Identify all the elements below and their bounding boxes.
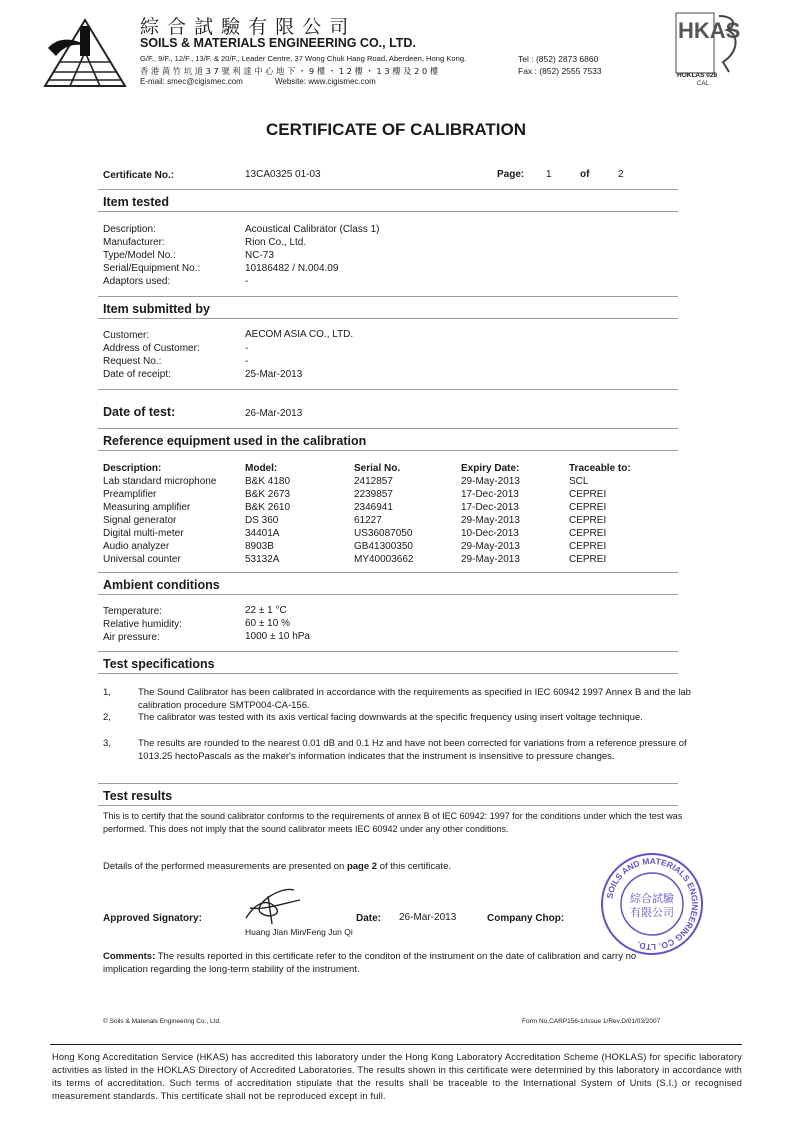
table-cell: Lab standard microphone (103, 476, 217, 487)
section-ambient-conditions: Ambient conditions (103, 578, 220, 592)
date-of-test-label: Date of test: (103, 405, 176, 419)
company-logo (40, 12, 130, 90)
divider (98, 318, 678, 319)
footer-rule (50, 1044, 742, 1045)
divider (98, 211, 678, 212)
date-of-test-value: 26-Mar-2013 (245, 408, 303, 419)
field-value: 60 ± 10 % (245, 618, 290, 629)
table-cell: 2412857 (354, 476, 393, 487)
list-item: The results are rounded to the nearest 0.01 dB and 0.1 Hz and have not been corrected for variations from a reference pressure of 1013.25 hectoPascals as the maker's information indicates that the instrument is insensitive to pressure changes. (138, 738, 687, 762)
table-cell: CEPREI (569, 502, 607, 513)
table-cell: 2239857 (354, 489, 393, 500)
certificate-title: CERTIFICATE OF CALIBRATION (265, 120, 526, 139)
table-cell: 10-Dec-2013 (461, 528, 519, 539)
table-cell: Measuring amplifier (103, 502, 191, 513)
table-cell: Signal generator (103, 515, 177, 526)
divider (98, 572, 678, 573)
table-cell: B&K 4180 (245, 476, 291, 487)
hkas-logo-text: HKAS (678, 18, 741, 43)
field-label: Serial/Equipment No.: (103, 263, 201, 274)
field-label: Request No.: (103, 356, 162, 367)
list-number: 1, (103, 687, 111, 698)
field-value: Acoustical Calibrator (Class 1) (245, 224, 380, 235)
section-test-results: Test results (103, 789, 173, 803)
details-note (103, 861, 451, 872)
company-chop-label: Company Chop: (487, 913, 565, 924)
company-address-chinese: 香 港 黃 竹 坑 道 3 7 號 利 達 中 心 地 下 ・ 9 樓 ・ 1 2 樓 ・ 1 3 樓 及 2 0 樓 (140, 66, 439, 76)
list-number: 2, (103, 712, 111, 723)
table-cell: CEPREI (569, 554, 607, 565)
divider (98, 651, 678, 652)
table-cell: MY40003662 (354, 554, 414, 565)
table-cell: B&K 2673 (245, 489, 291, 500)
column-header: Model: (245, 463, 278, 474)
field-label: Adaptors used: (103, 276, 171, 287)
field-value: 1000 ± 10 hPa (245, 631, 310, 642)
section-item-submitted: Item submitted by (103, 302, 210, 316)
field-label: Manufacturer: (103, 237, 165, 248)
field-value: Rion Co., Ltd. (245, 237, 307, 248)
divider (98, 189, 678, 190)
field-label: Type/Model No.: (103, 250, 176, 261)
table-cell: GB41300350 (354, 541, 413, 552)
table-cell: 17-Dec-2013 (461, 502, 519, 513)
divider (98, 805, 678, 806)
approved-signatory-label: Approved Signatory: (103, 913, 202, 924)
column-header: Description: (103, 463, 162, 474)
page-total: 2 (618, 169, 624, 180)
section-reference-equipment: Reference equipment used in the calibration (103, 434, 367, 448)
comments-text: The results reported in this certificate refer to the conditon of the instrument on the date of calibration and carry no implication regarding the long-term stability of the instrument. (103, 951, 637, 975)
stamp-chinese-line2: 有限公司 (630, 906, 674, 919)
table-cell: 8903B (245, 541, 274, 552)
comments (103, 950, 663, 976)
table-cell: 17-Dec-2013 (461, 489, 519, 500)
field-value: - (245, 356, 249, 367)
company-address: G/F., 9/F., 12/F., 13/F. & 20/F., Leader Centre, 37 Wong Chuk Hang Road, Aberdeen, Hong Kong. (140, 54, 467, 63)
table-cell: DS 360 (245, 515, 279, 526)
test-results-text: This is to certify that the sound calibrator conforms to the requirements of annex B of IEC 60942: 1997 for the conditions under which the test was performed. This does not imply that the sound calibrator meets IEC 60942 under any other conditions. (103, 811, 683, 834)
divider (98, 450, 678, 451)
details-prefix: Details of the performed measurements are presented on (103, 861, 347, 872)
table-cell: 29-May-2013 (461, 554, 520, 565)
divider (98, 296, 678, 297)
field-value: NC-73 (245, 250, 274, 261)
field-label: Customer: (103, 330, 150, 341)
table-cell: 29-May-2013 (461, 476, 520, 487)
table-cell: CEPREI (569, 541, 607, 552)
table-cell: 2346941 (354, 502, 393, 513)
column-header: Serial No. (354, 463, 401, 474)
column-header: Expiry Date: (461, 463, 520, 474)
table-cell: Digital multi-meter (103, 528, 184, 539)
field-value: 25-Mar-2013 (245, 369, 303, 380)
stamp-chinese-line1: 綜合試驗 (630, 892, 674, 905)
table-cell: Audio analyzer (103, 541, 170, 552)
section-test-specifications: Test specifications (103, 657, 215, 671)
signature-date: 26-Mar-2013 (399, 912, 457, 923)
company-website: Website: www.cigismec.com (275, 77, 376, 86)
table-cell: 61227 (354, 515, 382, 526)
table-cell: 29-May-2013 (461, 541, 520, 552)
divider (98, 428, 678, 429)
column-header: Traceable to: (569, 463, 631, 474)
list-item: The calibrator was tested with its axis vertical facing downwards at the specific frequency using insert voltage technique. (138, 712, 643, 723)
table-cell: CEPREI (569, 489, 607, 500)
table-cell: Preamplifier (103, 489, 157, 500)
table-cell: SCL (569, 476, 589, 487)
table-cell: US36087050 (354, 528, 413, 539)
field-value: - (245, 276, 249, 287)
field-label: Address of Customer: (103, 343, 200, 354)
divider (98, 783, 678, 784)
company-chop-stamp (600, 852, 704, 956)
field-label: Description: (103, 224, 156, 235)
company-tel: Tel : (852) 2873 6860 (518, 54, 599, 64)
stamp-ring-text: SOILS AND MATERIALS ENGINEERING CO. LTD. (604, 855, 701, 953)
details-page-ref: page 2 (346, 861, 378, 872)
divider (98, 673, 678, 674)
field-label: Air pressure: (103, 632, 160, 643)
table-cell: 34401A (245, 528, 280, 539)
field-label: Date of receipt: (103, 369, 171, 380)
field-value: - (245, 343, 249, 354)
page-label: Page: (497, 169, 525, 180)
hkas-logo (675, 12, 745, 90)
field-label: Relative humidity: (103, 619, 182, 630)
table-cell: B&K 2610 (245, 502, 291, 513)
table-cell: 53132A (245, 554, 280, 565)
company-email: E-mail: smec@cigismec.com (140, 77, 243, 86)
company-name-chinese: 綜 合 試 驗 有 限 公 司 (140, 16, 350, 38)
table-cell: 29-May-2013 (461, 515, 520, 526)
divider (98, 389, 678, 390)
details-suffix: of this certificate. (377, 861, 451, 872)
company-fax: Fax : (852) 2555 7533 (518, 66, 602, 76)
signatory-name: Huang Jian Min/Feng Jun Qi (245, 927, 353, 937)
field-label: Temperature: (103, 606, 162, 617)
signature (238, 878, 308, 928)
hkas-hoklas-number: HOKLAS 028 (677, 72, 718, 79)
page-number: 1 (546, 169, 552, 180)
page-of-label: of (580, 169, 590, 180)
copyright: © Soils & Materials Engineering Co., Ltd. (103, 1018, 221, 1025)
certificate-number: 13CA0325 01-03 (245, 169, 321, 180)
field-value: AECOM ASIA CO., LTD. (245, 329, 354, 340)
list-item: The Sound Calibrator has been calibrated in accordance with the requirements as specified in IEC 60942 1997 Annex B and the lab calibration procedure SMTP004-CA-156. (138, 687, 691, 711)
hkas-accreditation-statement: Hong Kong Accreditation Service (HKAS) has accredited this laboratory under the Hong Kong Laboratory Accreditation Scheme (HOKLAS) for specific laboratory activities as listed in the HOKLAS Directory of Accredited Laboratories. The results shown in this certificate were determined by this laboratory in accordance with its terms of accreditation. Such terms of accreditation stipulate that the results shall be traceable to the International System of Units (S.I.) or recognised measurement standards. This certificate shall not be reproduced except in full. (52, 1052, 742, 1101)
field-value: 22 ± 1 °C (245, 605, 287, 616)
table-cell: Universal counter (103, 554, 181, 565)
signature-date-label: Date: (356, 913, 382, 924)
hkas-cal: CAL (697, 81, 709, 87)
company-name-english: SOILS & MATERIALS ENGINEERING CO., LTD. (140, 36, 416, 50)
form-number: Form No.CARP156-1/Issue 1/Rev.D/01/03/2007 (522, 1018, 661, 1025)
table-cell: CEPREI (569, 515, 607, 526)
table-cell: CEPREI (569, 528, 607, 539)
divider (98, 594, 678, 595)
section-item-tested: Item tested (103, 195, 169, 209)
comments-label: Comments: (103, 951, 156, 962)
list-number: 3, (103, 738, 111, 749)
certificate-number-label: Certificate No.: (103, 170, 175, 181)
field-value: 10186482 / N.004.09 (245, 263, 339, 274)
